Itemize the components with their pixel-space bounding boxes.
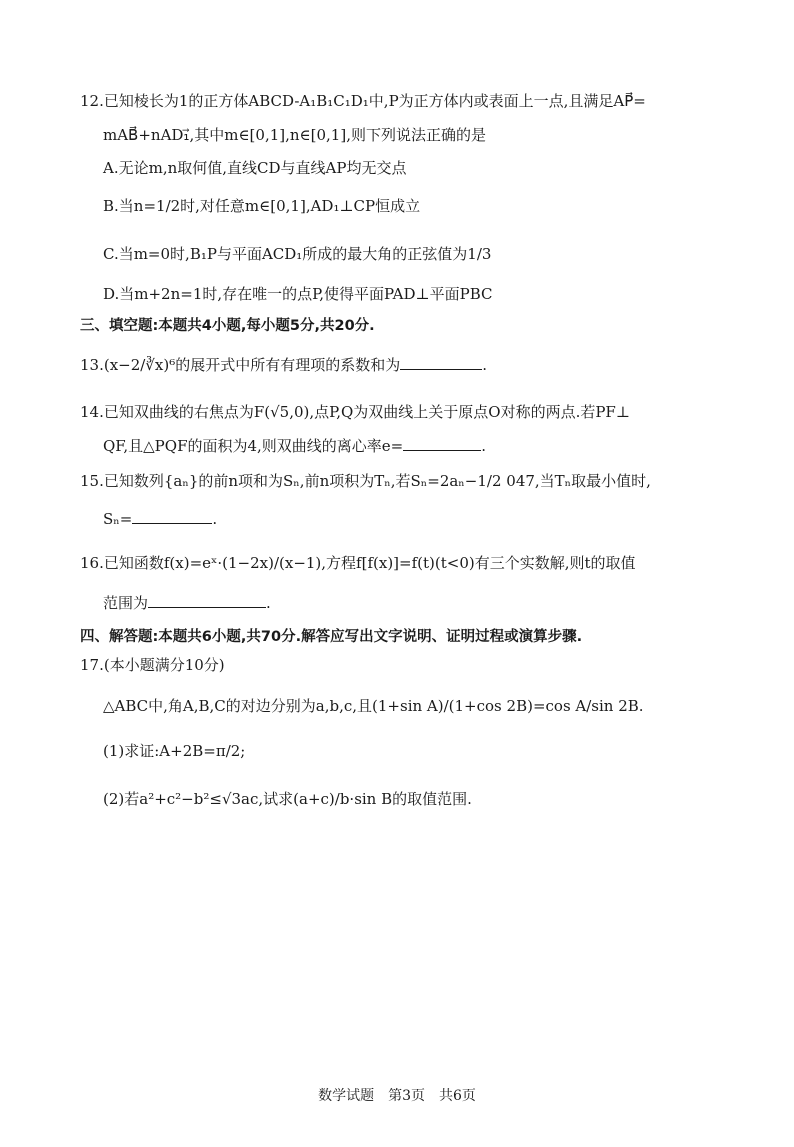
q13-text: 13.(x−2/∛x)⁶的展开式中所有有理项的系数和为 [80,356,401,374]
q16-line2 [103,592,271,614]
q14-line2-text: QF,且△PQF的面积为4,则双曲线的离心率e= [103,437,404,455]
page-footer: 数学试题 第3页 共6页 [318,1088,476,1104]
q16-end: . [266,594,271,612]
q17-stem: △ABC中,角A,B,C的对边分别为a,b,c,且(1+sin A)/(1+cos 2B)=cos A/sin 2B. [103,697,644,715]
q15-end: . [212,510,218,528]
q12-option-a: A.无论m,n取何值,直线CD与直线AP均无交点 [103,159,407,177]
q14-answer-blank [403,436,481,451]
q12-option-c: C.当m=0时,B₁P与平面ACD₁所成的最大角的正弦值为1/3 [103,245,492,263]
q16-line1: 16.已知函数f(x)=eˣ·(1−2x)/(x−1),方程f[f(x)]=f(t)(t<0)有三个实数解,则t的取值 [80,554,636,572]
q15-line2 [103,508,217,530]
q16-answer-blank [148,593,266,608]
q15-answer-blank [132,509,212,524]
q13 [80,354,487,376]
q14-line2 [103,435,486,457]
q17-heading: 17.(本小题满分10分) [80,656,225,674]
q12-line1: 12.已知棱长为1的正方体ABCD-A₁B₁C₁D₁中,P为正方体内或表面上一点,且满足AP⃗= [80,92,646,110]
q12-option-d: D.当m+2n=1时,存在唯一的点P,使得平面PAD⊥平面PBC [103,285,493,303]
q15-line1: 15.已知数列{aₙ}的前n项和为Sₙ,前n项积为Tₙ,若Sₙ=2aₙ−1/2 047,当Tₙ取最小值时, [80,472,651,490]
q14-line1: 14.已知双曲线的右焦点为F(√5,0),点P,Q为双曲线上关于原点O对称的两点.若PF⊥ [80,403,630,421]
q13-end: . [482,356,487,374]
q12-line2: mAB⃗+nAD₁⃗,其中m∈[0,1],n∈[0,1],则下列说法正确的是 [103,126,486,144]
q15-line2-text: Sₙ= [103,510,133,528]
section-solution-heading: 四、解答题:本题共6小题,共70分.解答应写出文字说明、证明过程或演算步骤. [80,629,583,645]
section-fill-in-heading: 三、填空题:本题共4小题,每小题5分,共20分. [80,318,375,334]
q16-line2-text: 范围为 [103,594,149,612]
q17-part2: (2)若a²+c²−b²≤√3ac,试求(a+c)/b·sin B的取值范围. [103,790,472,808]
q14-end: . [481,437,487,455]
q13-answer-blank [400,355,482,370]
q17-part1: (1)求证:A+2B=π/2; [103,742,246,760]
q12-option-b: B.当n=1/2时,对任意m∈[0,1],AD₁⊥CP恒成立 [103,197,421,215]
